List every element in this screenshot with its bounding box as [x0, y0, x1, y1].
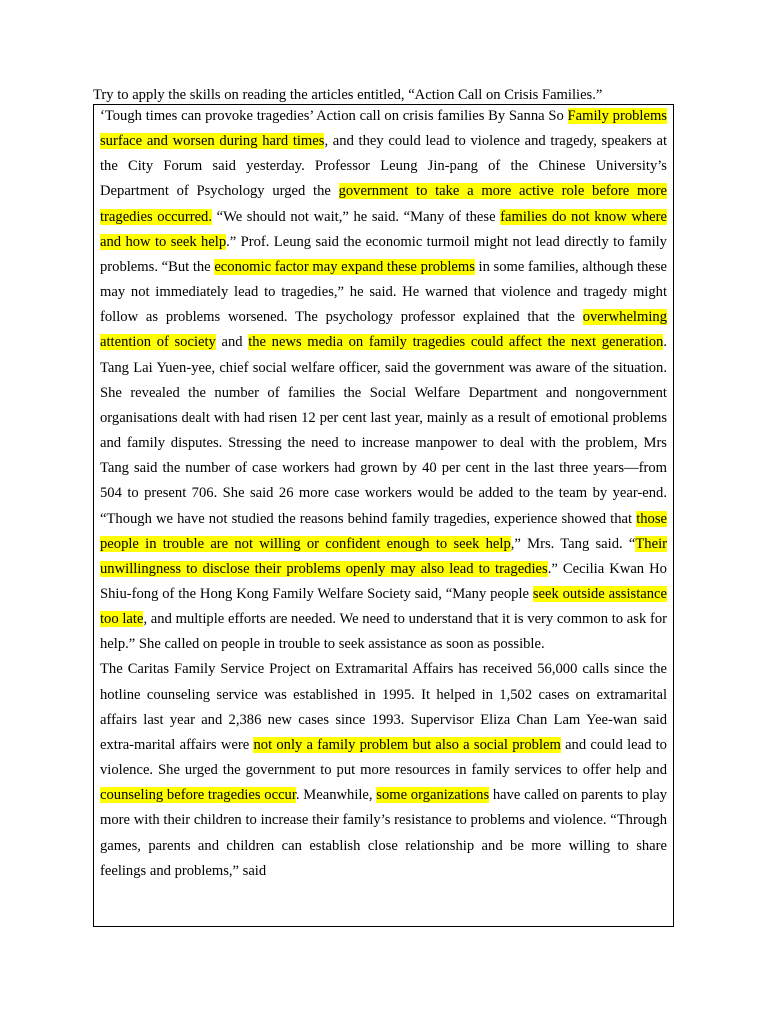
highlighted-text: economic factor may expand these problems [214, 258, 475, 275]
article-box [93, 104, 674, 927]
highlighted-text: not only a family problem but also a social problem [253, 736, 561, 753]
highlighted-text: Their unwillingness to disclose their problems openly may also lead to tragedies [100, 535, 667, 577]
article-text: ‘Tough times can provoke tragedies’ Action call on crisis families By Sanna So [100, 108, 568, 124]
highlighted-text: Family problems surface and worsen during hard times [100, 108, 667, 150]
instruction-text: Try to apply the skills on reading the articles entitled, “Action Call on Crisis Families.” [93, 87, 603, 103]
highlighted-text: those people in trouble are not willing or confident enough to seek help [100, 510, 667, 552]
article-text: . Tang Lai Yuen-yee, chief social welfare officer, said the government was aware of the situation. She revealed the number of families the Social Welfare Department and nongovernment organisations dealt with had risen 12 per cent last year, mainly as a result of emotional problems and family disputes. Stressing the need to increase manpower to deal with the problem, Mrs Tang said the number of case workers had grown by 40 per cent in the last three years—from 504 to present 706. She said 26 more case workers would be added to the team by year-end. “Though we have not studied the reasons behind family tragedies, experience showed that [100, 334, 667, 527]
article-text: .” Prof. Leung said the economic turmoil might not lead directly to family problems. “But the [100, 233, 667, 275]
article-text: .” Cecilia Kwan Ho Shiu-fong of the Hong Kong Family Welfare Society said, “Many people [100, 560, 667, 602]
article-text: and could lead to violence. She urged the government to put more resources in family services to offer help and [100, 736, 667, 779]
highlighted-text: overwhelming attention of society [100, 309, 667, 351]
article-text: , and multiple efforts are needed. We need to understand that it is very common to ask for help.” She called on people in trouble to seek assistance as soon as possible. [100, 611, 667, 653]
article-text: in some families, although these may not immediately lead to tragedies,” he said. He warned that violence and tragedy might follow as problems worsened. The psychology professor explained that the [100, 258, 668, 326]
article-text: The Caritas Family Service Project on Extramarital Affairs has received 56,000 calls since the hotline counseling service was established in 1995. It helped in 1,502 cases on extramarital affairs last year and 2,386 new cases since 1993. Supervisor Eliza Chan Lam Yee-wan said extra-marital affairs were [100, 661, 667, 753]
highlighted-text: some organizations [376, 787, 490, 804]
highlighted-text: seek outside assistance too late [100, 585, 667, 628]
article-text: ,” Mrs. Tang said. “ [510, 535, 636, 552]
highlighted-text: government to take a more active role before more tragedies occurred. [100, 183, 667, 225]
article-text: “We should not wait,” he said. “Many of these [212, 208, 501, 225]
article-text: , and they could lead to violence and tragedy, speakers at the City Forum said yesterday. Professor Leung Jin-pang of the Chinese University’s Department of Psychology urged the [100, 133, 667, 200]
article-paragraph-1 [100, 104, 667, 657]
highlighted-text: counseling before tragedies occur [100, 787, 296, 804]
article-paragraph-2 [100, 657, 667, 883]
article-text: have called on parents to play more with their children to increase their family’s resistance to problems and violence. “Through games, parents and children can establish close relationship and be more willing to share feelings and problems,” said [100, 787, 668, 879]
article-text: . Meanwhile, [295, 787, 377, 804]
highlighted-text: families do not know where and how to seek help [100, 208, 668, 250]
article-text: and [215, 334, 249, 351]
highlighted-text: the news media on family tragedies could affect the next generation [248, 334, 664, 351]
